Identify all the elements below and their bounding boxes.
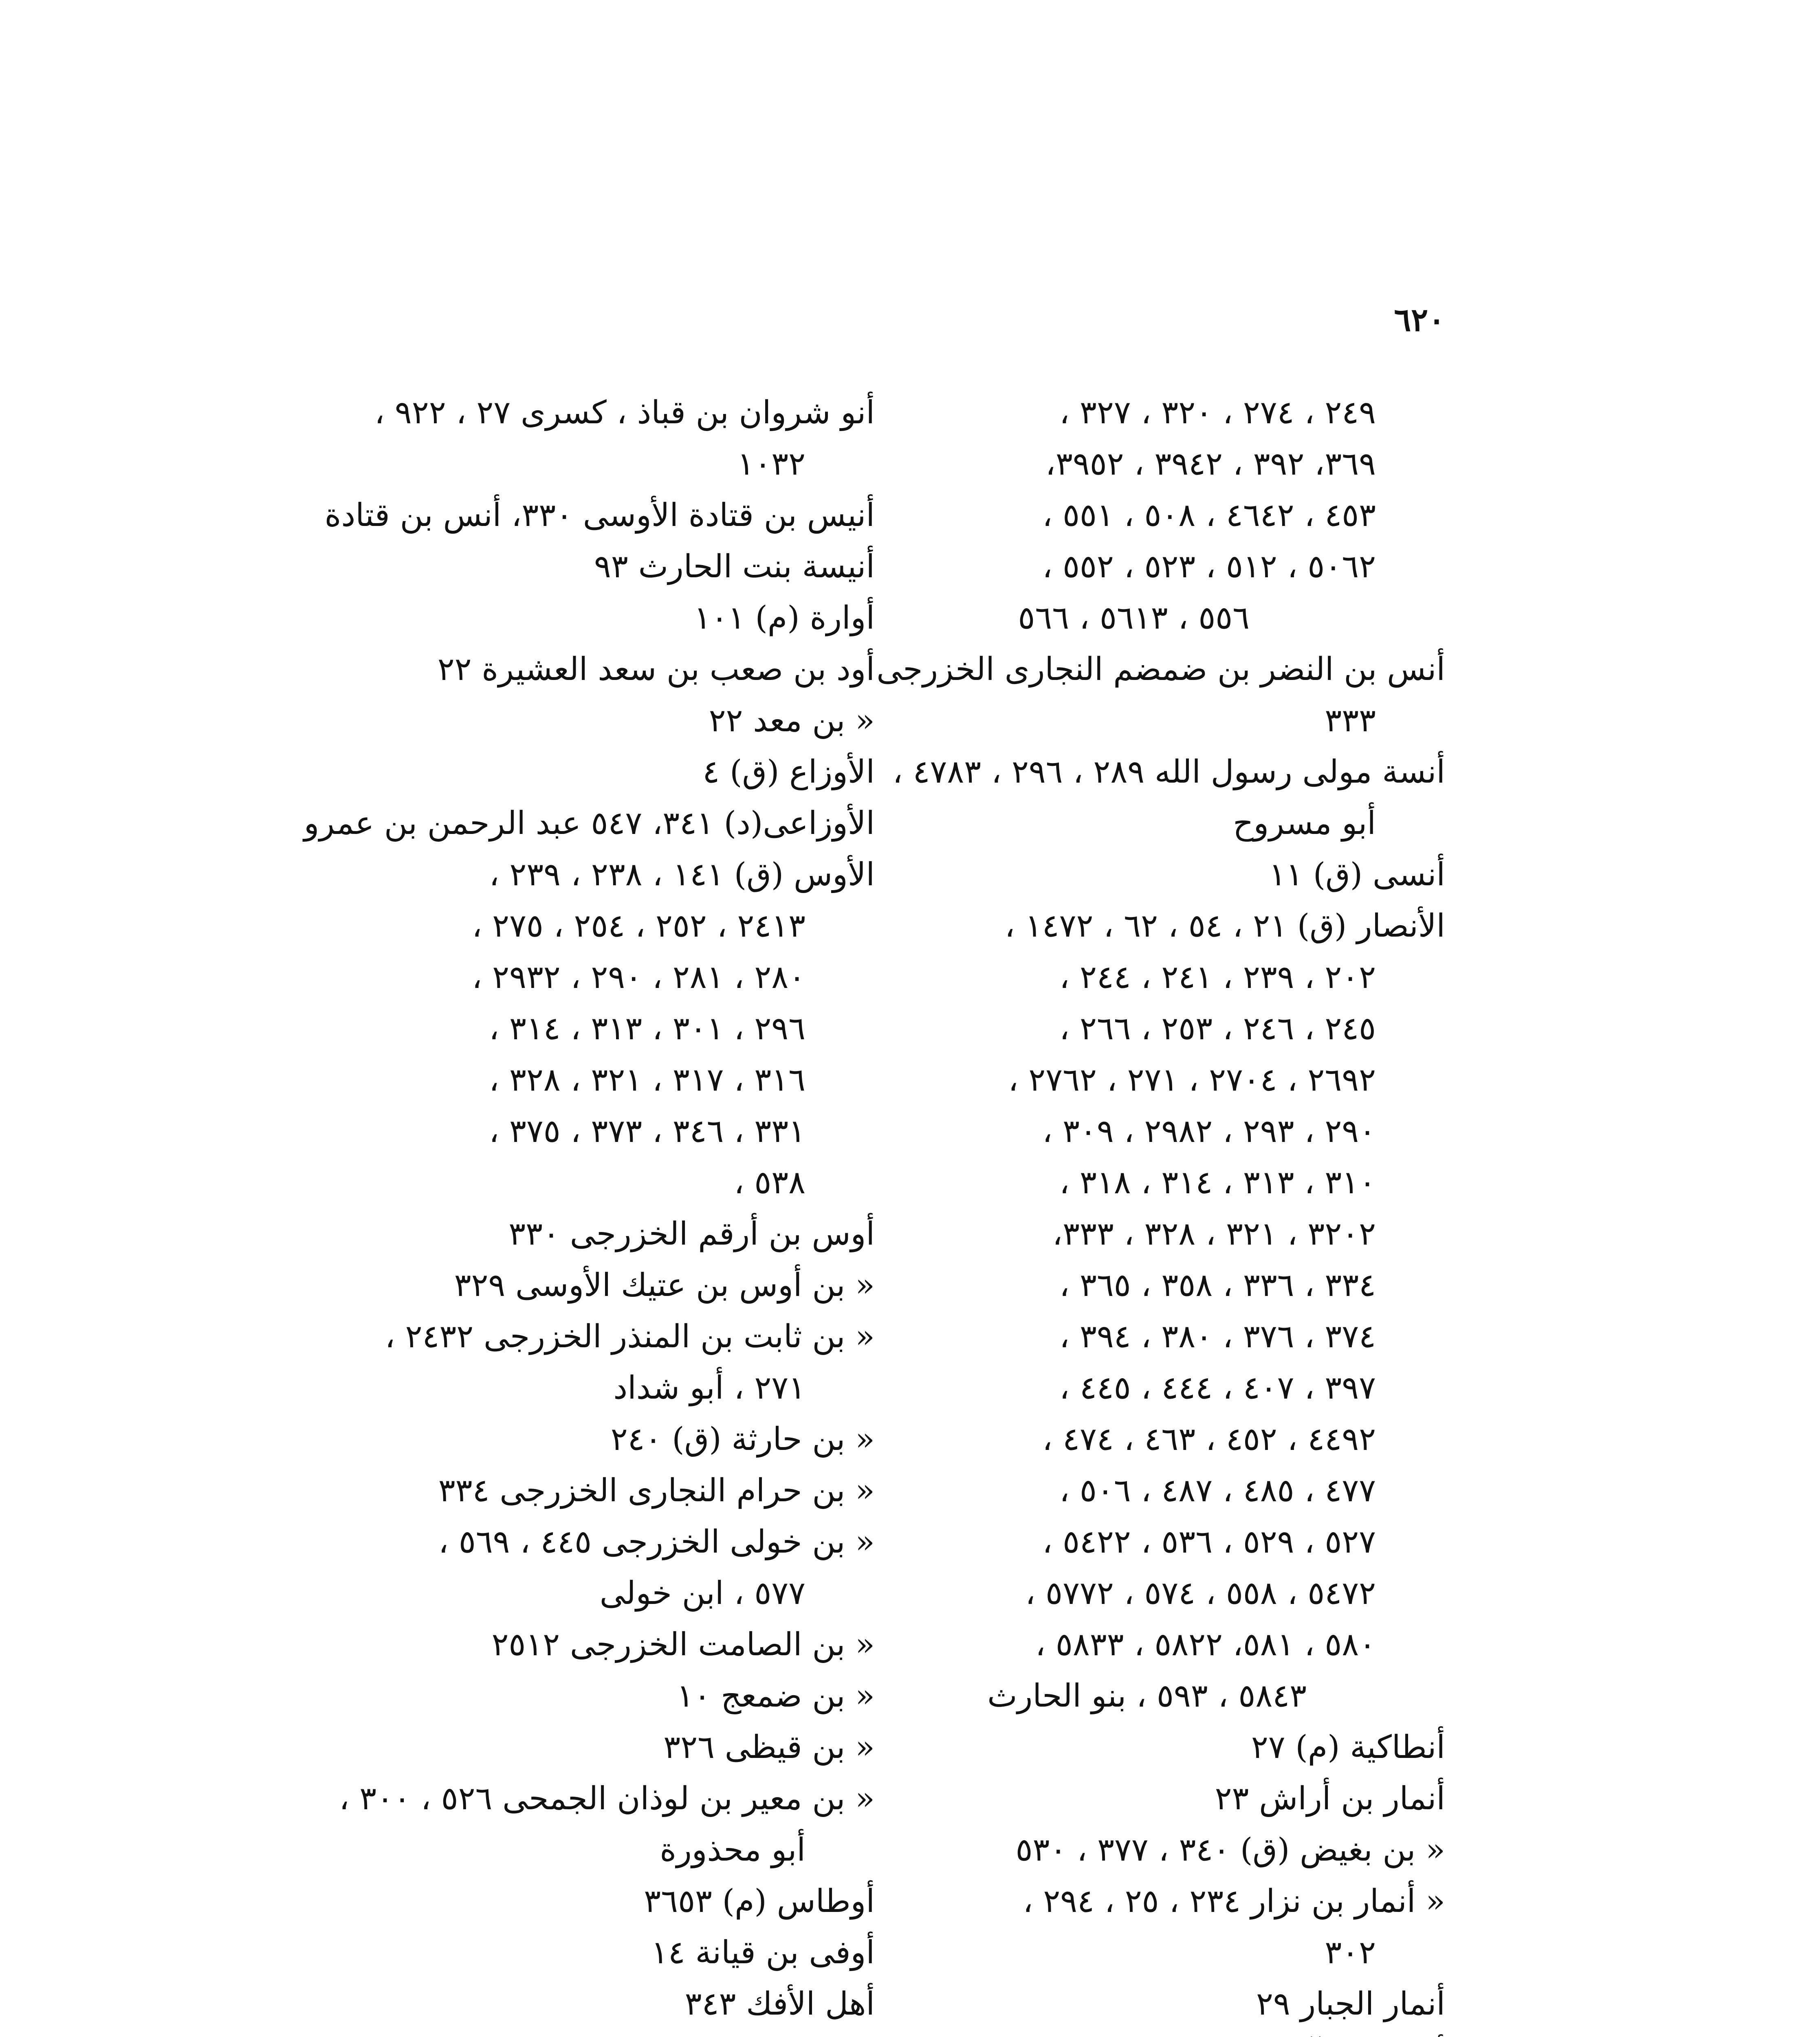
- index-entry-line: ٤٧٧ ، ٤٨٥ ، ٤٨٧ ، ٥٠٦ ،: [1059, 1472, 1376, 1509]
- index-entry-line: ٥٧٧ ، ابن خولى: [599, 1575, 805, 1612]
- index-entry-line: ٣١٦ ، ٣١٧ ، ٣٢١ ، ٣٢٨ ،: [489, 1062, 805, 1098]
- index-entry-line: ٢٦٩٢ ، ٢٧٠٤ ، ٢٧١ ، ٢٧٦٢ ،: [1008, 1062, 1376, 1098]
- index-entry-line: « بن ثابت بن المنذر الخزرجى ٢٤٣٢ ،: [385, 1318, 875, 1355]
- index-entry-line: أوارة (م) ١٠١: [694, 600, 875, 636]
- index-entry-line: ٤٤٩٢ ، ٤٥٢ ، ٤٦٣ ، ٤٧٤ ،: [1042, 1421, 1376, 1458]
- index-entry-line: أنسى (ق) ١١: [1269, 856, 1445, 893]
- index-entry-line: « بن ضمعج ١٠: [676, 1678, 875, 1714]
- index-entry-line: ١٠٣٢: [737, 446, 805, 482]
- index-entry-line: أنو شروان بن قباذ ، كسرى ٢٧ ، ٩٢٢ ،: [374, 394, 875, 431]
- index-column-right: [876, 387, 1445, 2037]
- index-entry-line: ٢٨٠ ، ٢٨١ ، ٢٩٠ ، ٢٩٣٢ ،: [472, 959, 805, 996]
- index-column-left: [304, 387, 875, 2037]
- index-entry-line: ٣٣٣: [1325, 702, 1376, 739]
- index-entry-line: « بن أوس بن عتيك الأوسى ٣٢٩: [454, 1267, 875, 1304]
- index-entry-line: أنيس بن قتادة الأوسى ٣٣٠، أنس بن قتادة: [324, 497, 875, 534]
- index-entry-line: ٣٣١ ، ٣٤٦ ، ٣٧٣ ، ٣٧٥ ،: [489, 1113, 805, 1150]
- index-entry-line: « أنمار بن نزار ٢٣٤ ، ٢٥ ، ٢٩٤ ،: [1023, 1883, 1445, 1920]
- index-entry-line: الأوزاعى(د) ٣٤١، ٥٤٧ عبد الرحمن بن عمرو: [304, 805, 875, 842]
- index-entry-line: ٥٠٦٢ ، ٥١٢ ، ٥٢٣ ، ٥٥٢ ،: [1042, 548, 1376, 585]
- index-entry-line: الأنصار (ق) ٢١ ، ٥٤ ، ٦٢ ، ١٤٧٢ ،: [1004, 908, 1445, 944]
- index-entry-line: ٢٩٠ ، ٢٩٣ ، ٢٩٨٢ ، ٣٠٩ ،: [1042, 1113, 1376, 1150]
- index-entry-line: « بن معير بن لوذان الجمحى ٥٢٦ ، ٣٠٠ ،: [339, 1780, 875, 1817]
- index-entry-line: أنمار بن أراش ٢٣: [1215, 1780, 1445, 1817]
- index-entry-line: أود بن صعب بن سعد العشيرة ٢٢: [437, 651, 875, 688]
- index-entry-line: ٢٤٩ ، ٢٧٤ ، ٣٢٠ ، ٣٢٧ ،: [1059, 394, 1376, 431]
- index-entry-line: [345, 2030, 875, 2037]
- index-entry-line: أنس بن النضر بن ضمضم النجارى الخزرجى: [876, 651, 1445, 688]
- index-entry-line: أنطاكية (م) ٢٧: [1251, 1729, 1445, 1766]
- index-entry-line: ٣٢٠٢ ، ٣٢١ ، ٣٢٨ ، ٣٣٣،: [1052, 1216, 1376, 1252]
- index-entry-line: ٢٧١ ، أبو شداد: [613, 1370, 805, 1406]
- index-entry-line: أهل الأفك ٣٤٣: [684, 1986, 875, 2022]
- index-entry-line: أبو مسروح: [1233, 805, 1376, 842]
- index-entry-line: أبو محذورة: [660, 1832, 805, 1868]
- index-entry-line: « بن خولى الخزرجى ٤٤٥ ، ٥٦٩ ،: [438, 1524, 875, 1560]
- index-entry-line: ٢٤٥ ، ٢٤٦ ، ٢٥٣ ، ٢٦٦ ،: [1059, 1010, 1376, 1047]
- index-entry-line: « بن الصامت الخزرجى ٢٥١٢: [491, 1626, 875, 1663]
- index-entry-line: « بن حارثة (ق) ٢٤٠: [610, 1421, 875, 1458]
- index-entry-line: ٤٥٣ ، ٤٦٤٢ ، ٥٠٨ ، ٥٥١ ،: [1042, 497, 1376, 534]
- index-entry-line: ٣٠٢: [1325, 1934, 1376, 1971]
- index-entry-line: ٣٧٤ ، ٣٧٦ ، ٣٨٠ ، ٣٩٤ ،: [1059, 1318, 1376, 1355]
- index-entry-line: أوس بن أرقم الخزرجى ٣٣٠: [508, 1216, 875, 1252]
- index-entry-line: « بن معد ٢٢: [709, 702, 875, 739]
- index-entry-line: الأوزاع (ق) ٤: [702, 754, 875, 790]
- index-entry-line: ٣٦٩، ٣٩٢ ، ٣٩٤٢ ، ٣٩٥٢،: [1045, 446, 1376, 482]
- index-entry-line: ٥٤٧٢ ، ٥٥٨ ، ٥٧٤ ، ٥٧٧٢ ،: [1025, 1575, 1376, 1612]
- index-entry-line: أنمار الجبار ٢٩: [1256, 1986, 1445, 2022]
- index-entry-line: ٣٩٧ ، ٤٠٧ ، ٤٤٤ ، ٤٤٥ ،: [1059, 1370, 1376, 1406]
- index-entry-line: ٥٨٤٣ ، ٥٩٣ ، بنو الحارث: [987, 1678, 1307, 1714]
- index-entry-line: أوفى بن قيانة ١٤: [651, 1934, 875, 1971]
- index-entry-line: ٥٣٨ ،: [734, 1164, 805, 1201]
- index-entry-line: ٥٨٠ ، ٥٨١، ٥٨٢٢ ، ٥٨٣٣ ،: [1035, 1626, 1376, 1663]
- index-entry-line: « بن حرام النجارى الخزرجى ٣٣٤: [438, 1472, 875, 1509]
- page-number: ٦٢٠: [1394, 301, 1445, 339]
- index-entry-line: ٣٣٤ ، ٣٣٦ ، ٣٥٨ ، ٣٦٥ ،: [1059, 1267, 1376, 1304]
- index-entry-line: ٢٩٦ ، ٣٠١ ، ٣١٣ ، ٣١٤ ،: [489, 1010, 805, 1047]
- index-entry-line: « بن بغيض (ق) ٣٤٠ ، ٣٧٧ ، ٥٣٠: [1015, 1832, 1445, 1868]
- index-entry-line: ٣١٠ ، ٣١٣ ، ٣١٤ ، ٣١٨ ،: [1059, 1164, 1376, 1201]
- index-entry-line: الأوس (ق) ١٤١ ، ٢٣٨ ، ٢٣٩ ،: [489, 856, 875, 893]
- index-entry-line: ٢٠٢ ، ٢٣٩ ، ٢٤١ ، ٢٤٤ ،: [1059, 959, 1376, 996]
- index-entry-line: « بن قيظى ٣٢٦: [663, 1729, 875, 1766]
- index-entry-line: [916, 2030, 1445, 2037]
- index-entry-line: أوطاس (م) ٣٦٥٣: [644, 1883, 875, 1920]
- index-entry-line: ٥٥٦ ، ٥٦١٣ ، ٥٦٦: [1018, 600, 1250, 636]
- index-entry-line: أنيسة بنت الحارث ٩٣: [594, 548, 875, 585]
- index-entry-line: أنسة مولى رسول الله ٢٨٩ ، ٢٩٦ ، ٤٧٨٣ ،: [892, 754, 1445, 790]
- index-entry-line: ٥٢٧ ، ٥٢٩ ، ٥٣٦ ، ٥٤٢٢ ،: [1042, 1524, 1376, 1560]
- index-entry-line: ٢٤١٣ ، ٢٥٢ ، ٢٥٤ ، ٢٧٥ ،: [472, 908, 805, 944]
